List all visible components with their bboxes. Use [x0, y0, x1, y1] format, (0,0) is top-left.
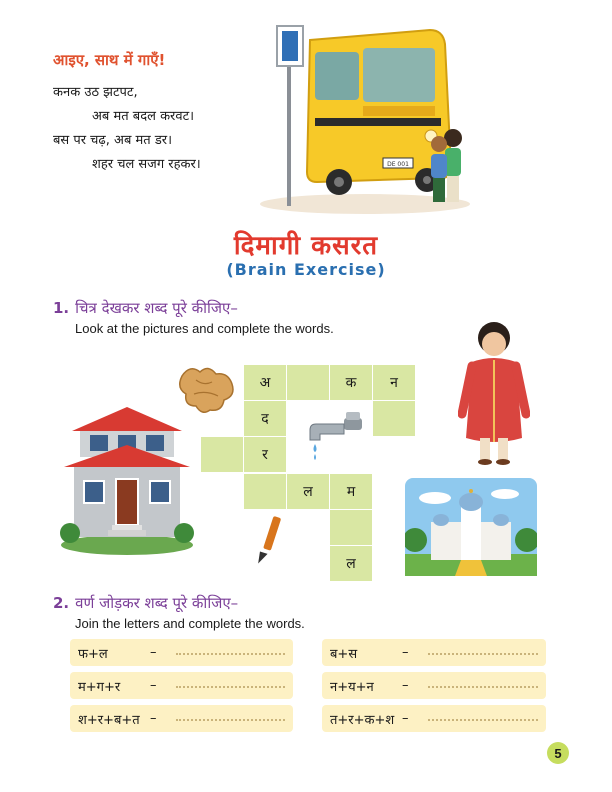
word-box[interactable]	[70, 672, 293, 699]
crossword-cell[interactable]	[244, 474, 286, 509]
crossword-cell[interactable]	[201, 437, 243, 472]
q1-subtitle: Look at the pictures and complete the words.	[75, 321, 334, 336]
pen-illustration	[258, 514, 282, 566]
q2-number: 2.	[53, 594, 70, 612]
palace-illustration	[405, 478, 537, 576]
word-letters: त+र+क+श	[330, 712, 395, 728]
q2-title	[53, 593, 238, 613]
q2-subtitle: Join the letters and complete the words.	[75, 616, 305, 631]
word-letters: म+ग+र	[78, 679, 121, 695]
answer-blank[interactable]	[428, 645, 538, 655]
word-letters: न+य+न	[330, 679, 374, 695]
q1-title	[53, 298, 238, 318]
answer-blank[interactable]	[176, 711, 285, 721]
crossword-cell[interactable]	[330, 510, 372, 545]
crossword-cell: न	[373, 365, 415, 400]
word-dash: –	[150, 645, 157, 660]
word-letters: फ+ल	[78, 646, 108, 662]
word-box[interactable]	[322, 705, 546, 732]
poem-line-3: बस पर चढ़, अब मत डर।	[53, 133, 173, 148]
crossword-cell: म	[330, 474, 372, 509]
poem-line-1: कनक उठ झटपट,	[53, 85, 138, 100]
poem-line-4: शहर चल सजग रहकर।	[92, 157, 201, 172]
poem-line-2: अब मत बदल करवट।	[92, 109, 195, 124]
brain-exercise-heading-hindi: दिमागी कसरत	[233, 231, 379, 261]
word-dash: –	[150, 678, 157, 693]
poem-title: आइए, साथ में गाएँ!	[53, 51, 166, 69]
q1-title-text: चित्र देखकर शब्द पूरे कीजिए–	[75, 299, 238, 317]
tap-illustration	[306, 412, 366, 462]
crossword-cell: क	[330, 365, 372, 400]
word-dash: –	[402, 678, 409, 693]
crossword-cell: द	[244, 401, 286, 436]
word-dash: –	[402, 645, 409, 660]
q2-title-text: वर्ण जोड़कर शब्द पूरे कीजिए–	[75, 594, 239, 612]
word-box[interactable]	[322, 639, 546, 666]
bus-plate: DE 001	[387, 161, 409, 168]
house-illustration	[60, 405, 195, 555]
crossword-cell: ल	[330, 546, 372, 581]
q1-number: 1.	[53, 299, 70, 317]
word-box[interactable]	[70, 705, 293, 732]
word-letters: श+र+ब+त	[78, 712, 140, 728]
answer-blank[interactable]	[176, 645, 285, 655]
answer-blank[interactable]	[428, 711, 538, 721]
crossword-cell[interactable]	[373, 401, 415, 436]
boy-illustration	[458, 318, 530, 466]
bus-illustration	[255, 18, 470, 218]
answer-blank[interactable]	[428, 678, 538, 688]
word-dash: –	[402, 711, 409, 726]
word-box[interactable]	[322, 672, 546, 699]
page-number: 5	[547, 742, 569, 764]
word-box[interactable]	[70, 639, 293, 666]
brain-exercise-heading-english: (Brain Exercise)	[226, 260, 386, 279]
crossword-cell: र	[244, 437, 286, 472]
crossword-cell: ल	[287, 474, 329, 509]
word-dash: –	[150, 711, 157, 726]
crossword-cell: अ	[244, 365, 286, 400]
word-letters: ब+स	[330, 646, 358, 662]
answer-blank[interactable]	[176, 678, 285, 688]
crossword-cell[interactable]	[287, 365, 329, 400]
